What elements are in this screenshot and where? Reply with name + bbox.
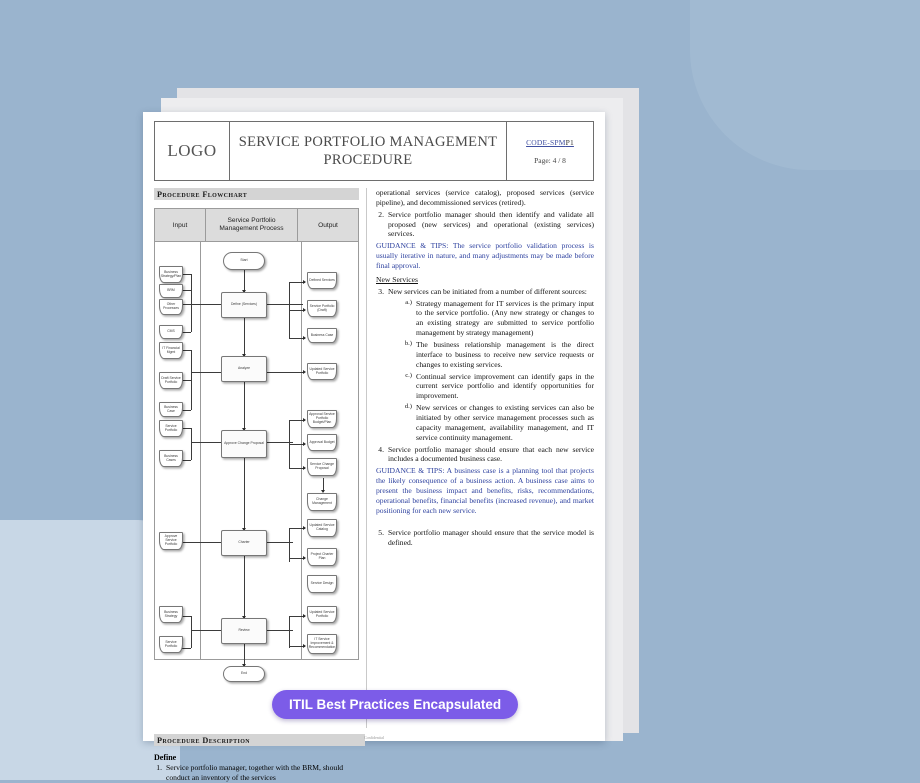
guidance-label: GUIDANCE & TIPS: (376, 241, 449, 251)
sub-list-number: a.) (405, 298, 412, 306)
list-number: 1. (156, 763, 162, 772)
flowchart-col-output: Output (318, 221, 338, 229)
arrow-icon (303, 466, 306, 470)
arrow-icon (303, 308, 306, 312)
document-body (154, 188, 594, 728)
arrow-icon (303, 418, 306, 422)
confidential-footer: Confidential (364, 735, 384, 740)
sub-list-text: New services or changes to existing services can also be initiated by other service management processes such as capacity management, availability management, and IT service continuity management. (416, 403, 594, 442)
flowchart-input-it-financial: IT Financial Mgmt (159, 342, 183, 359)
procedure-flowchart (154, 208, 359, 676)
flowchart-output-defined-services: Defined Services (307, 272, 337, 289)
document-header (154, 121, 594, 181)
procedure-description-section (154, 734, 594, 783)
flowchart-output-service-change-prop: Service Change Proposal (307, 458, 337, 476)
section-title-flowchart: Procedure Flowchart (154, 188, 359, 200)
flowchart-canvas (155, 242, 358, 676)
flowchart-input-business-case: Business Case (159, 402, 183, 417)
document-title-cell (230, 122, 507, 180)
flowchart-output-approval-budget: Approval Budget (307, 434, 337, 451)
page-number: Page: 4 / 8 (534, 155, 566, 165)
guidance-text: The service portfolio validation process is usually iterative in nature, and many adjustments may be made before final approval. (376, 241, 594, 271)
section-title-description: Procedure Description (154, 734, 365, 746)
sub-list-item (402, 340, 594, 370)
guidance-label: GUIDANCE & TIPS: (376, 466, 445, 476)
arrow-icon (303, 556, 306, 560)
connector (244, 644, 245, 666)
flowchart-output-business-case: Business Case (307, 328, 337, 343)
connector (267, 372, 303, 373)
flowchart-node-charter: Charter (221, 530, 267, 556)
flowchart-output-portfolio-draft: Service Portfolio (Draft) (307, 300, 337, 317)
page-title: SERVICE PORTFOLIO MANAGEMENT PROCEDURE (238, 133, 498, 168)
sub-list-number: c.) (405, 371, 412, 379)
flowchart-input-draft-portfolio: Draft Service Portfolio (159, 372, 183, 389)
flowchart-node-start: Start (223, 252, 265, 270)
arrow-icon (303, 442, 306, 446)
list-number: 4. (378, 444, 384, 454)
sub-list-number: b.) (404, 340, 412, 348)
connector (191, 274, 192, 332)
flowchart-input-business-strategy: Business Strategy/Plan (159, 266, 183, 283)
flowchart-output-project-charter: Project Charter Plan (307, 548, 337, 566)
define-heading: Define (154, 753, 177, 762)
guidance-tips-2 (376, 466, 594, 515)
connector (244, 270, 245, 292)
sub-list-text: Continual service improvement can identify gaps in the current service portfolio and identify opportunities for improvement. (416, 371, 594, 401)
connector (191, 616, 192, 648)
list-text: New services can be initiated from a number of different sources: (388, 286, 587, 296)
flowchart-input-business-strategy-2: Business Strategy (159, 606, 183, 623)
list-item (376, 445, 594, 465)
document-code: CODE-SPMP1 (526, 137, 574, 147)
guidance-tips-1 (376, 241, 594, 271)
flowchart-col-process: Service Portfolio Management Process (206, 209, 298, 241)
flowchart-node-define: Define (Services) (221, 292, 267, 318)
flowchart-output-service-design: Service Design (307, 575, 337, 593)
connector (244, 458, 245, 530)
sub-list-item (402, 372, 594, 402)
sub-list-text: Strategy management for IT services is the primary input to the service portfolio. (Any new strategy or changes to an existing strategy are submitted to service portfolio management by strategy management) (416, 298, 594, 338)
document-page (143, 112, 605, 782)
flowchart-output-improvement-recs: IT Service Improvement & Recommendation (307, 634, 337, 654)
arrow-icon (303, 370, 306, 374)
flowchart-output-change-management: Change Management (307, 493, 337, 511)
connector (244, 318, 245, 356)
flowchart-input-brm: BRM (159, 284, 183, 298)
flowchart-column (154, 188, 367, 728)
flowchart-node-end: End (223, 666, 265, 682)
logo-placeholder: LOGO (155, 122, 230, 180)
text-column (367, 188, 594, 728)
arrow-icon (303, 614, 306, 618)
list-item (154, 763, 359, 783)
flowchart-input-service-portfolio-2: Service Portfolio (159, 636, 183, 653)
list-text: Service portfolio manager should then identify and validate all proposed (new services) and operational (existing services) services. (388, 209, 594, 239)
connector (191, 428, 192, 460)
arrow-icon (303, 336, 306, 340)
sub-list-number: d.) (404, 403, 412, 411)
connector (289, 528, 290, 562)
list-item (376, 287, 594, 297)
paragraph-operational-services: operational services (service catalog), proposed services (service pipeline), and decommissioned services (retired). (376, 188, 594, 207)
list-number: 2. (378, 209, 384, 219)
subsection-heading-new-services: New Services (376, 274, 418, 284)
flowchart-header-row (155, 209, 358, 242)
list-text: Service portfolio manager should ensure that each new service includes a documented business case. (388, 444, 594, 464)
flowchart-output-approval-portfolio: Approval Service Portfolio Budget/Plan (307, 410, 337, 428)
list-number: 3. (378, 286, 384, 296)
arrow-icon (303, 280, 306, 284)
connector (191, 372, 223, 373)
sub-list-text: The business relationship management is the direct interface to business to receive new service requests or changes to existing services. (416, 340, 594, 369)
flowchart-input-business-cases: Business Cases (159, 450, 183, 467)
list-text: Service portfolio manager, together with the BRM, should conduct an inventory of the services (166, 763, 344, 782)
guidance-text: A business case is a planning tool that projects the likely consequence of a business action. A business case aims to present the business impact and benefits, risks, recommendations, operational benefits, financial benefits (increased revenue), and market positioning for each new service. (376, 466, 594, 515)
connector (191, 442, 223, 443)
connector (289, 616, 290, 648)
connector (244, 382, 245, 430)
flowchart-col-input: Input (155, 209, 206, 241)
flowchart-output-updated-portfolio: Updated Service Portfolio (307, 363, 337, 380)
flowchart-input-cms: CMS (159, 325, 183, 339)
connector (191, 350, 192, 410)
arrow-icon (303, 526, 306, 530)
list-item (376, 528, 594, 548)
flowchart-node-review: Review (221, 618, 267, 644)
feature-badge: ITIL Best Practices Encapsulated (272, 690, 518, 719)
list-text: Service portfolio manager should ensure that the service model is defined. (388, 527, 595, 547)
flowchart-node-approve: Approve Change Proposal (221, 430, 267, 458)
connector (181, 648, 191, 649)
connector (181, 542, 223, 543)
background-accent-top-right (690, 0, 920, 170)
sub-list-item (402, 403, 594, 442)
list-item (376, 210, 594, 240)
flowchart-input-other-processes: Other Processes (159, 299, 183, 315)
document-meta-cell (507, 122, 593, 180)
flowchart-node-analyze: Analyze (221, 356, 267, 382)
list-number: 5. (378, 527, 384, 537)
connector (267, 304, 303, 305)
flowchart-input-service-portfolio: Service Portfolio (159, 420, 183, 437)
flowchart-input-approve-portfolio: Approve Service Portfolio (159, 532, 183, 550)
flowchart-output-updated-portfolio-2: Updated Service Portfolio (307, 606, 337, 623)
arrow-icon (303, 644, 306, 648)
connector (244, 556, 245, 618)
connector (191, 304, 223, 305)
connector (191, 630, 223, 631)
sub-list-item (402, 299, 594, 338)
flowchart-output-updated-catalog: Updated Service Catalog (307, 519, 337, 537)
